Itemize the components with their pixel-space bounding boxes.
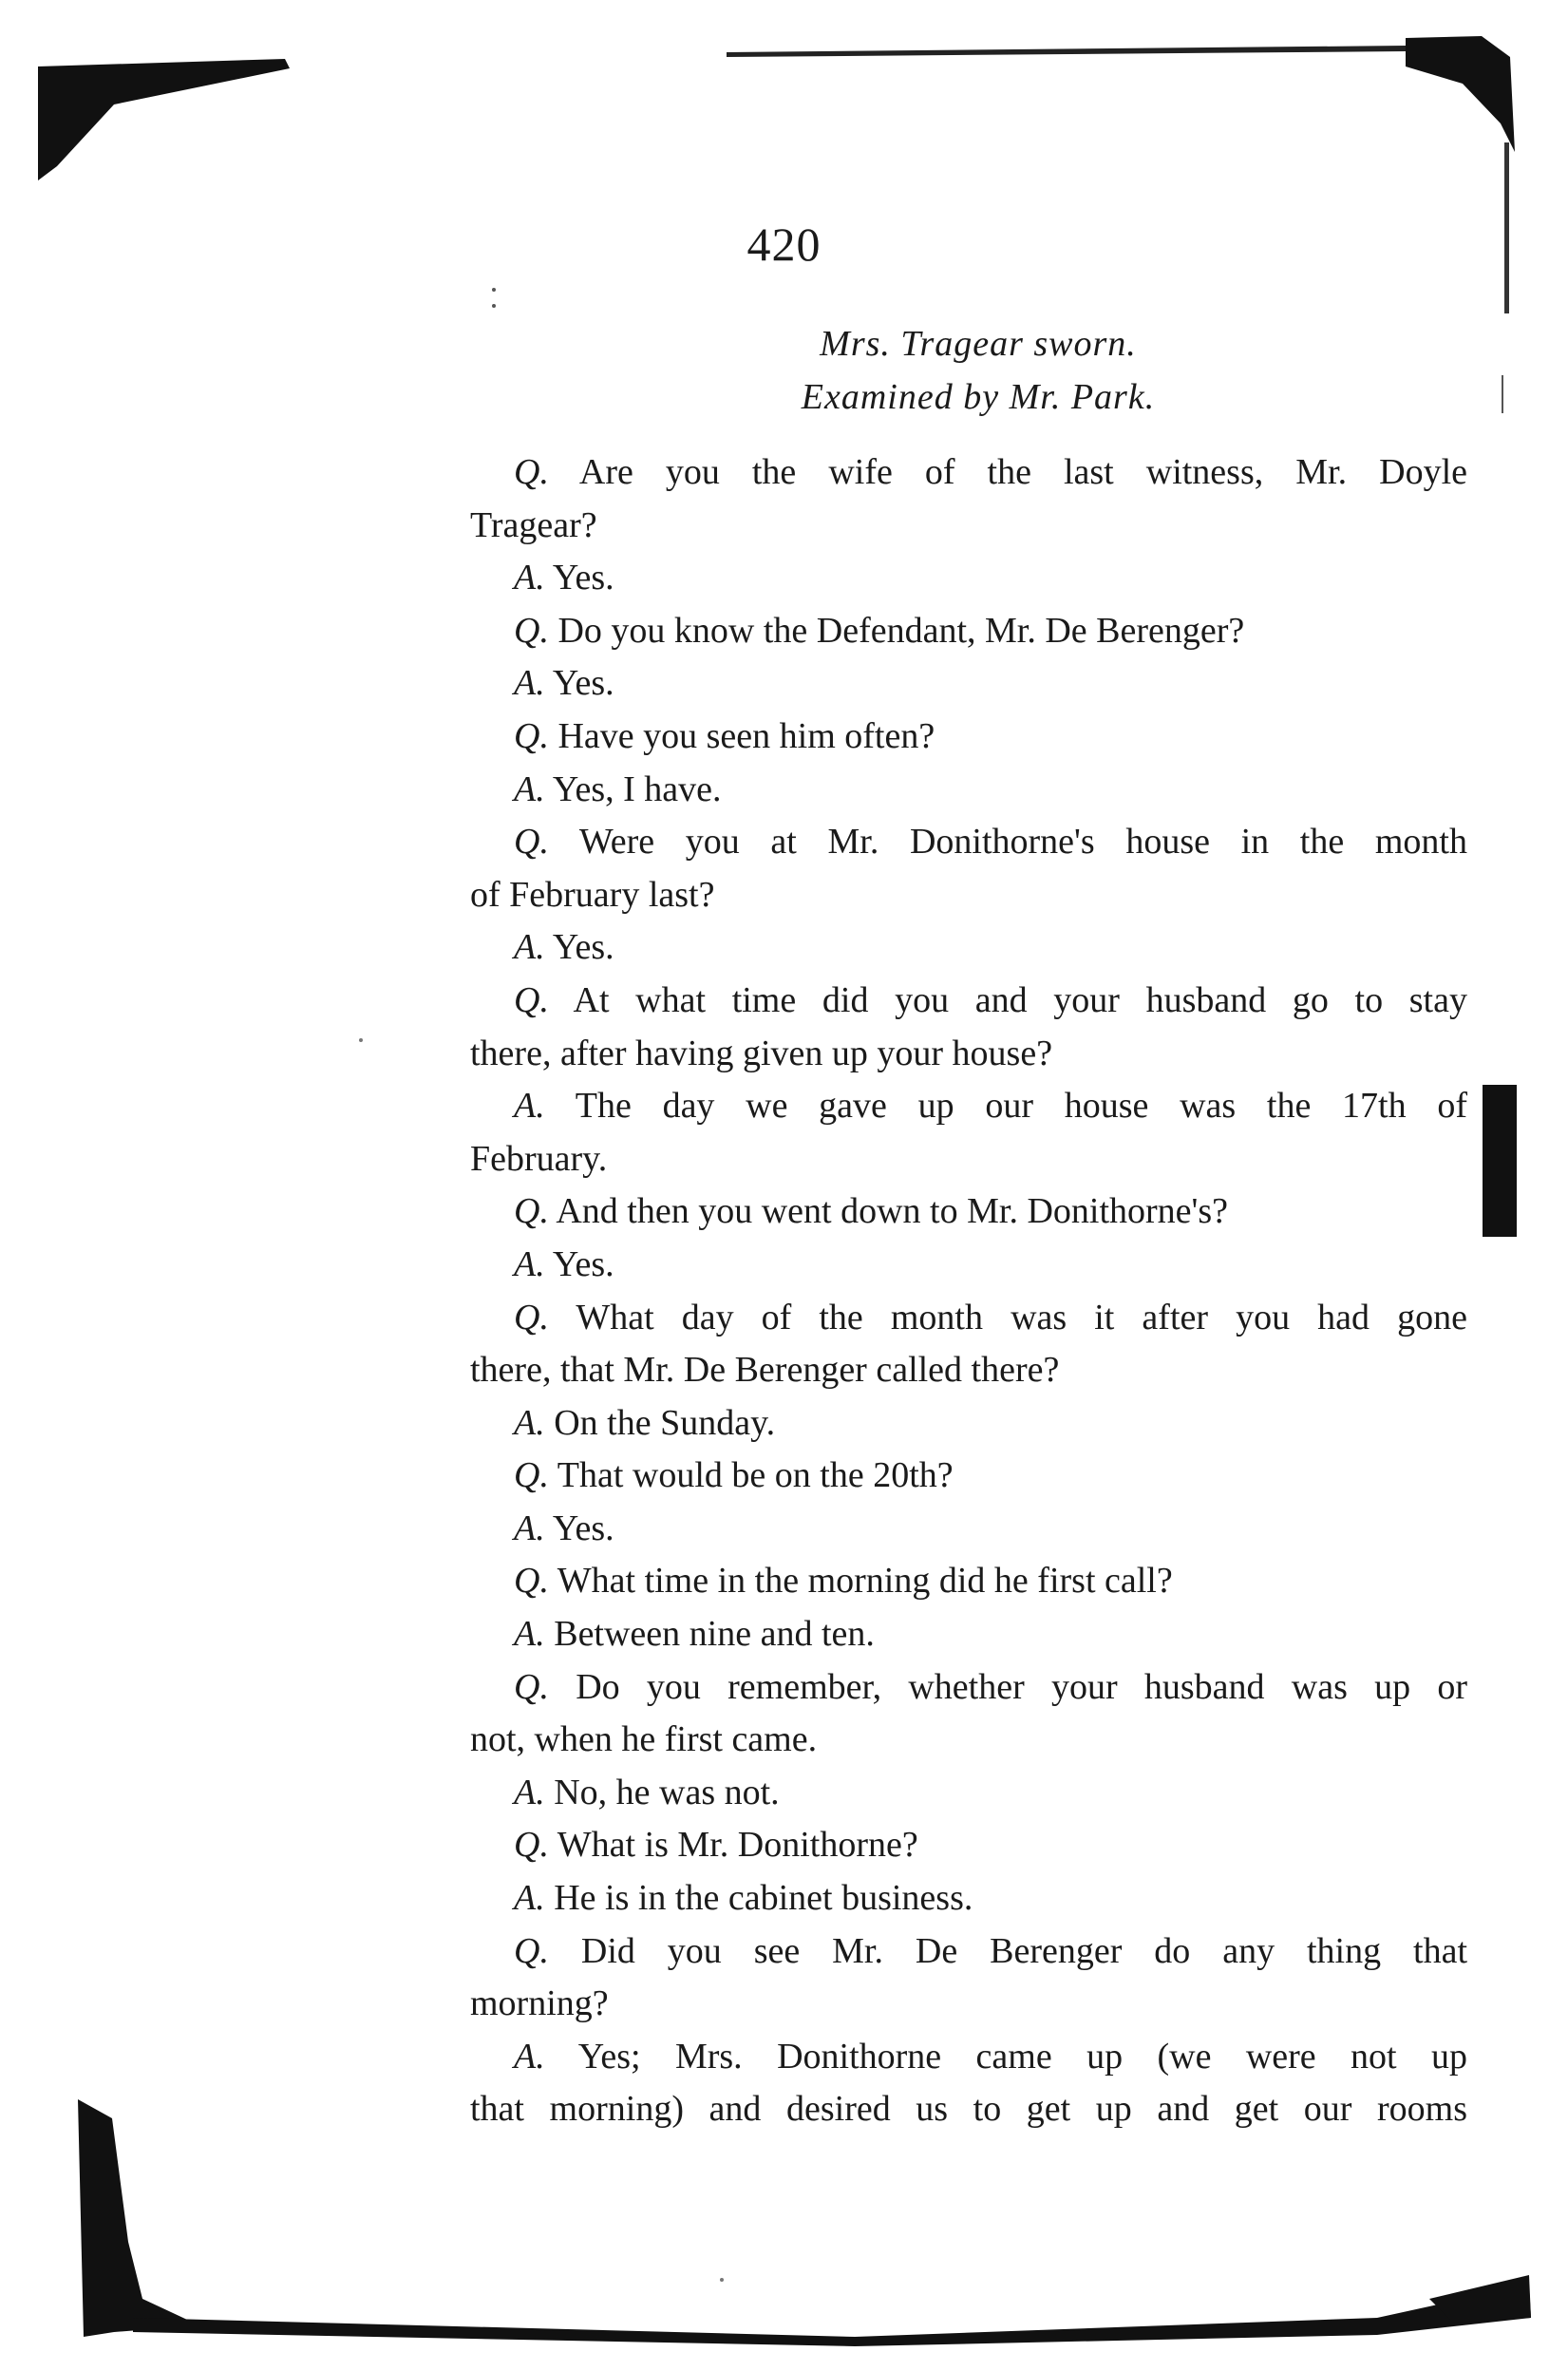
transcript-line: Q. At what time did you and your husband go to stay xyxy=(514,979,1467,1020)
transcript-line: of February last? xyxy=(470,874,715,915)
bottom-edge-line xyxy=(133,2285,1531,2346)
transcript-line: Q. Do you remember, whether your husband was up or xyxy=(514,1666,1468,1707)
transcript-line: there, that Mr. De Berenger called there? xyxy=(470,1350,1060,1391)
transcript-line: Q. What is Mr. Donithorne? xyxy=(514,1825,918,1866)
transcript-line: A. The day we gave up our house was the 17th of xyxy=(514,1086,1467,1127)
transcript-body xyxy=(470,446,1467,2136)
bottom-left-corner-shadow xyxy=(78,2099,199,2337)
transcript-line: Q. What day of the month was it after you had gone xyxy=(514,1297,1467,1337)
top-right-corner-shadow xyxy=(1406,36,1515,152)
transcript-line: A. No, he was not. xyxy=(514,1772,780,1812)
transcript-line: Q. Are you the wife of the last witness, Mr. Doyle xyxy=(514,452,1467,492)
transcript-line: that morning) and desired us to get up and get our rooms xyxy=(470,2089,1467,2130)
transcript-line: A. Yes; Mrs. Donithorne came up (we were not up xyxy=(514,2036,1467,2077)
transcript-line: Q. Did you see Mr. De Berenger do any thing that xyxy=(514,1930,1468,1971)
page-edge-marker xyxy=(1483,1085,1517,1237)
transcript-line: A. Yes. xyxy=(514,927,614,968)
transcript-line: not, when he first came. xyxy=(470,1719,818,1760)
transcript-line: A. Yes. xyxy=(514,1508,614,1548)
transcript-line: A. Yes. xyxy=(514,558,614,598)
transcript-line: Q. Do you know the Defendant, Mr. De Berenger? xyxy=(514,610,1245,651)
transcript-line: A. Yes. xyxy=(514,663,614,704)
top-left-corner-shadow xyxy=(38,59,290,180)
heading-sworn: Mrs. Tragear sworn. xyxy=(820,324,1137,364)
transcript-line: A. He is in the cabinet business. xyxy=(514,1878,973,1919)
page-number: 420 xyxy=(746,218,822,271)
top-edge-line xyxy=(727,46,1407,57)
transcript-line: February. xyxy=(470,1138,608,1179)
transcript-line: Tragear? xyxy=(470,504,597,545)
transcript-line: Q. What time in the morning did he first call? xyxy=(514,1561,1173,1602)
transcript-line: Q. Have you seen him often? xyxy=(514,715,935,756)
transcript-line: A. On the Sunday. xyxy=(514,1402,776,1443)
transcript-line: there, after having given up your house? xyxy=(470,1033,1053,1073)
transcript-line: morning? xyxy=(470,1983,609,2024)
transcript-line: A. Yes. xyxy=(514,1243,614,1284)
transcript-line: A. Between nine and ten. xyxy=(514,1614,875,1655)
heading-examined: Examined by Mr. Park. xyxy=(801,377,1156,417)
transcript-line: Q. Were you at Mr. Donithorne's house in the month xyxy=(514,822,1467,863)
transcript-line: Q. And then you went down to Mr. Donithorne's? xyxy=(514,1191,1229,1232)
transcript-line: A. Yes, I have. xyxy=(514,768,722,809)
transcript-line: Q. That would be on the 20th? xyxy=(514,1455,954,1496)
